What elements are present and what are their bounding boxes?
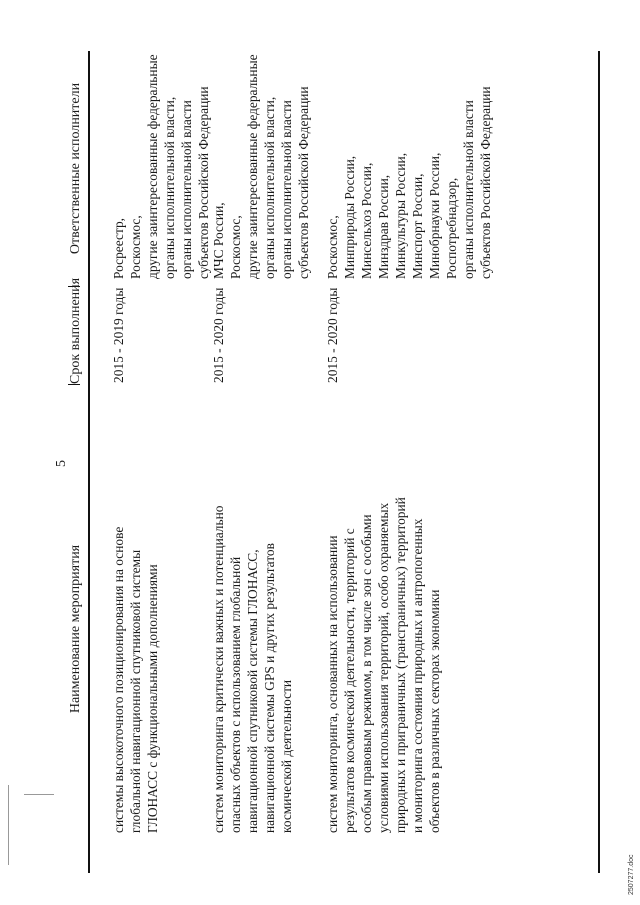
scan-edge-mark <box>8 785 9 865</box>
row-2-term: 2015 - 2020 годы <box>211 287 226 383</box>
row-2-name: систем мониторинга критически важных и потенциально опасных объектов с использованием глобальной навигационной спутниковой системы ГЛОНАСС, навигационной системы GPS и других результатов космической деятельности <box>211 505 294 833</box>
row-1-term: 2015 - 2019 годы <box>111 287 126 383</box>
header-executors: Ответственные исполнители <box>68 82 83 255</box>
bottom-rule <box>598 51 600 873</box>
scan-edge-mark <box>24 794 54 795</box>
page-number: 5 <box>54 460 69 467</box>
row-3-executors: Роскосмос, Минприроды России, Минсельхоз России, Минздрав России, Минкультуры России, Минспорт России, Минобрнауки России, Роспотребнадзор, органы исполнительной власти субъектов Российской Федерации <box>325 86 493 279</box>
header-name: Наименование мероприятия <box>68 544 83 714</box>
row-2-executors: МЧС России, Роскосмос, другие заинтересованные федеральные органы исполнительной власти, органы исполнительной власти субъектов Российской Федерации <box>211 54 311 279</box>
header-rule <box>88 51 90 873</box>
row-3-term: 2015 - 2020 годы <box>325 287 340 383</box>
row-1-executors: Росреестр, Роскосмос, другие заинтересованные федеральные органы исполнительной власти, органы исполнительной власти субъектов Российской Федерации <box>111 54 211 279</box>
row-1-name: системы высокоточного позиционирования на основе глобальной навигационной спутниковой системы ГЛОНАСС с функциональными дополнениями <box>111 526 160 833</box>
row-3-name: систем мониторинга, основанных на использовании результатов космической деятельности, территорий с особым правовым режимом, в том числе зон с особыми условиями использования территорий, особо охраняемых природных и приграничных (трансграничных) территорий и мониторинга состояния природных и антропогенных объектов в различных секторах экономики <box>325 497 442 833</box>
footer-file-code: 2507277.doc <box>628 854 635 895</box>
header-term: Срок выполнения <box>68 277 83 384</box>
